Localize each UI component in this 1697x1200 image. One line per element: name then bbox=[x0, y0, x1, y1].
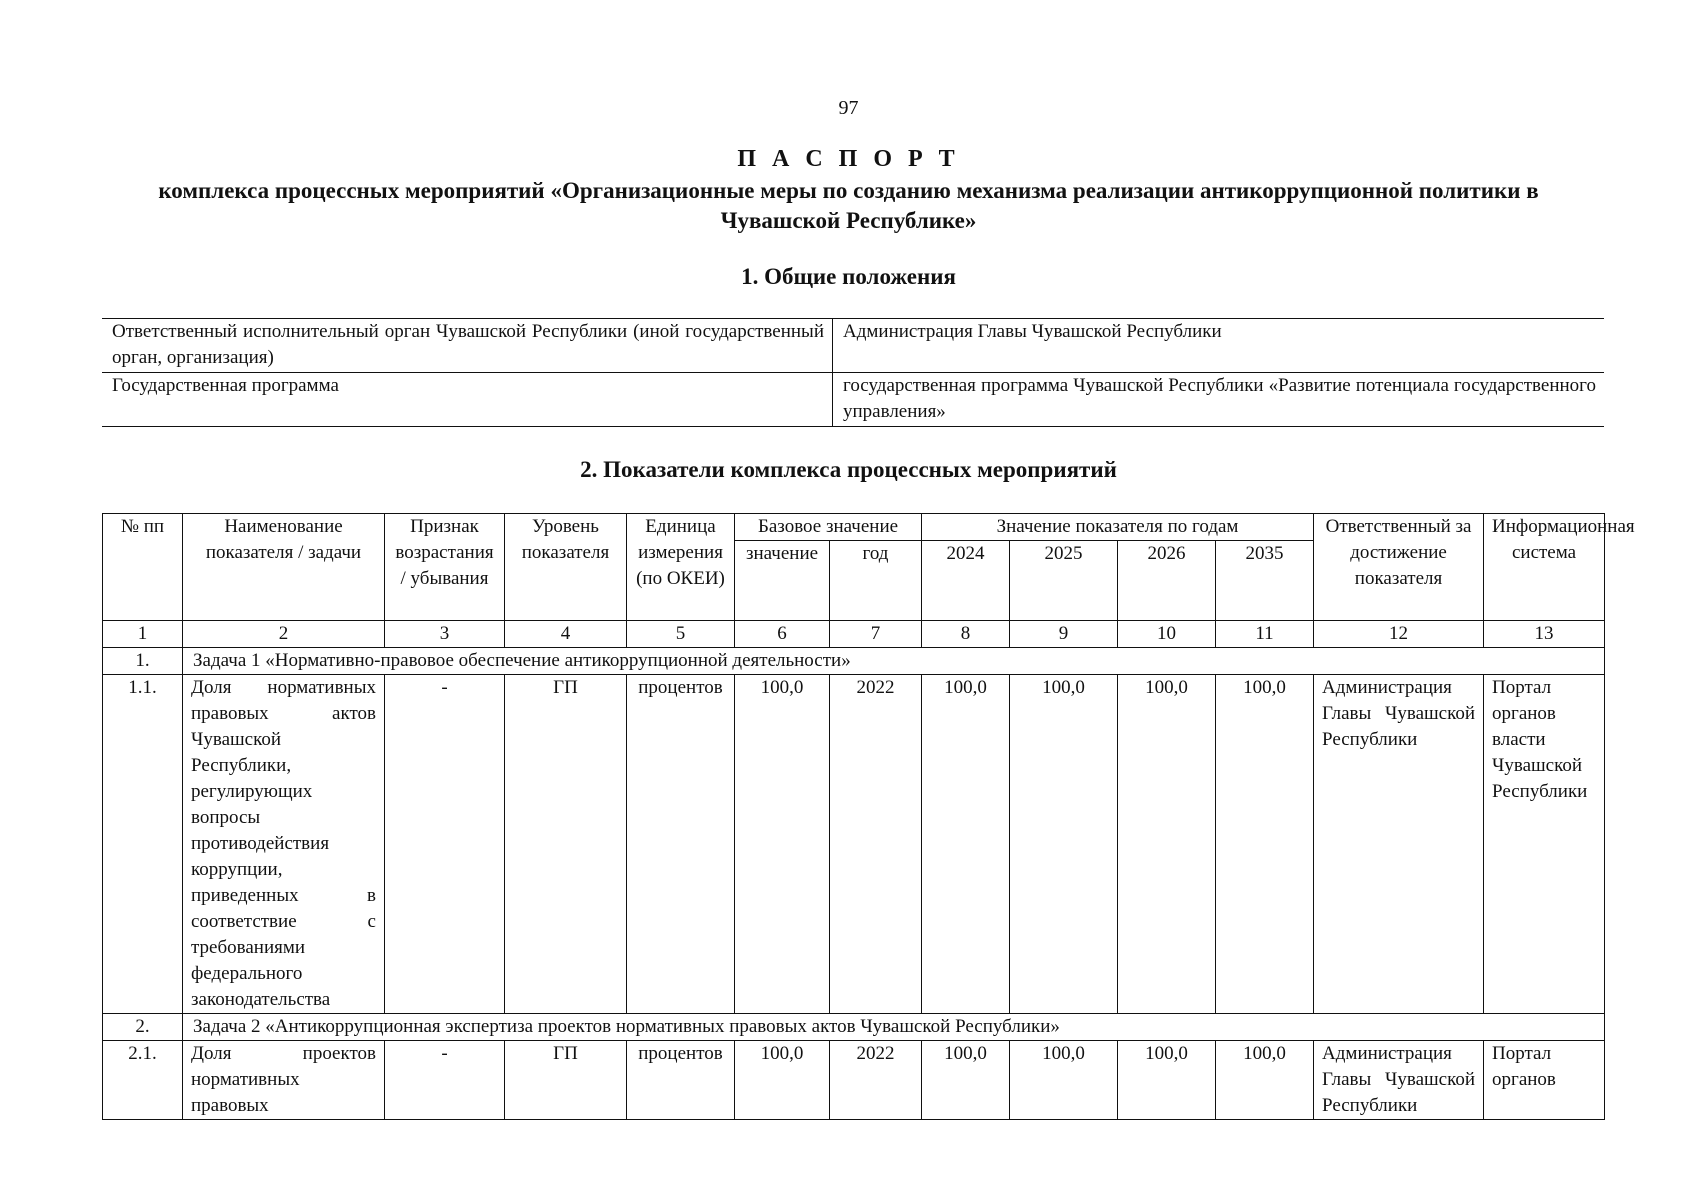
header-sign: Признак возрастания / убывания bbox=[385, 514, 505, 621]
section2-title: 2. Показатели комплекса процессных мероприятий bbox=[580, 457, 1117, 482]
column-number: 12 bbox=[1314, 621, 1484, 648]
header-year-2026: 2026 bbox=[1118, 541, 1216, 621]
table-row bbox=[103, 675, 1605, 1014]
header-unit: Единица измерения (по ОКЕИ) bbox=[627, 514, 735, 621]
column-number: 6 bbox=[735, 621, 830, 648]
header-responsible: Ответственный за достижение показателя bbox=[1314, 514, 1484, 621]
indicator-unit: процентов bbox=[627, 675, 735, 1014]
header-num: № пп bbox=[103, 514, 183, 621]
header-row bbox=[103, 514, 1605, 541]
column-number: 1 bbox=[103, 621, 183, 648]
row-label: Ответственный исполнительный орган Чувашской Республики (иной государственный орган, организация) bbox=[102, 319, 833, 373]
column-number: 13 bbox=[1484, 621, 1605, 648]
base-value: 100,0 bbox=[735, 675, 830, 1014]
header-base: Базовое значение bbox=[735, 514, 922, 541]
header-base-value: значение bbox=[735, 541, 830, 621]
column-number: 7 bbox=[830, 621, 922, 648]
value-2035: 100,0 bbox=[1216, 1041, 1314, 1120]
indicator-unit: процентов bbox=[627, 1041, 735, 1120]
indicator-info-system: Портал органов власти Чувашской Республики bbox=[1484, 675, 1605, 1014]
column-number: 11 bbox=[1216, 621, 1314, 648]
header-year-2024: 2024 bbox=[922, 541, 1010, 621]
document-title: П А С П О Р Т bbox=[737, 146, 960, 172]
indicator-responsible: Администрация Главы Чувашской Республики bbox=[1314, 675, 1484, 1014]
indicator-name: Доля проектов нормативных правовых bbox=[183, 1041, 385, 1120]
column-number: 3 bbox=[385, 621, 505, 648]
task-row bbox=[103, 648, 1605, 675]
base-year: 2022 bbox=[830, 675, 922, 1014]
indicator-responsible: Администрация Главы Чувашской Республики bbox=[1314, 1041, 1484, 1120]
indicator-level: ГП bbox=[505, 1041, 627, 1120]
row-value: государственная программа Чувашской Республики «Развитие потенциала государственного управления» bbox=[833, 373, 1605, 427]
column-number: 8 bbox=[922, 621, 1010, 648]
document-subtitle: комплекса процессных мероприятий «Организационные меры по созданию механизма реализации антикоррупционной политики в Чувашской Республике» bbox=[158, 178, 1539, 233]
header-values-by-year: Значение показателя по годам bbox=[922, 514, 1314, 541]
value-2024: 100,0 bbox=[922, 1041, 1010, 1120]
indicator-sign: - bbox=[385, 675, 505, 1014]
column-number: 4 bbox=[505, 621, 627, 648]
row-num: 2.1. bbox=[103, 1041, 183, 1120]
page-number: 97 bbox=[838, 97, 859, 119]
header-info-system: Информационная система bbox=[1484, 514, 1605, 621]
general-provisions-table bbox=[102, 318, 1604, 427]
value-2024: 100,0 bbox=[922, 675, 1010, 1014]
header-level: Уровень показателя bbox=[505, 514, 627, 621]
indicator-info-system: Портал органов bbox=[1484, 1041, 1605, 1120]
column-number-row bbox=[103, 621, 1605, 648]
header-year-2035: 2035 bbox=[1216, 541, 1314, 621]
task-num: 1. bbox=[103, 648, 183, 675]
row-value: Администрация Главы Чувашской Республики bbox=[833, 319, 1605, 373]
task-title: Задача 1 «Нормативно-правовое обеспечение антикоррупционной деятельности» bbox=[183, 648, 1605, 675]
table-row bbox=[103, 1041, 1605, 1120]
indicator-level: ГП bbox=[505, 675, 627, 1014]
value-2026: 100,0 bbox=[1118, 1041, 1216, 1120]
row-num: 1.1. bbox=[103, 675, 183, 1014]
value-2025: 100,0 bbox=[1010, 1041, 1118, 1120]
value-2025: 100,0 bbox=[1010, 675, 1118, 1014]
column-number: 2 bbox=[183, 621, 385, 648]
value-2035: 100,0 bbox=[1216, 675, 1314, 1014]
value-2026: 100,0 bbox=[1118, 675, 1216, 1014]
section1-title: 1. Общие положения bbox=[741, 264, 956, 289]
header-year-2025: 2025 bbox=[1010, 541, 1118, 621]
column-number: 9 bbox=[1010, 621, 1118, 648]
indicators-table bbox=[102, 513, 1635, 1120]
task-num: 2. bbox=[103, 1014, 183, 1041]
column-number: 10 bbox=[1118, 621, 1216, 648]
table-row bbox=[102, 373, 1604, 427]
task-title: Задача 2 «Антикоррупционная экспертиза проектов нормативных правовых актов Чувашской Республики» bbox=[183, 1014, 1605, 1041]
header-name: Наименование показателя / задачи bbox=[183, 514, 385, 621]
column-number: 5 bbox=[627, 621, 735, 648]
indicator-name: Доля нормативных правовых актов Чувашской Республики, регулирующих вопросы противодействия коррупции, приведенных в соответствие с требованиями федерального законодательства bbox=[183, 675, 385, 1014]
row-label: Государственная программа bbox=[102, 373, 833, 427]
header-base-year: год bbox=[830, 541, 922, 621]
task-row bbox=[103, 1014, 1605, 1041]
indicator-sign: - bbox=[385, 1041, 505, 1120]
base-value: 100,0 bbox=[735, 1041, 830, 1120]
table-row bbox=[102, 319, 1604, 373]
base-year: 2022 bbox=[830, 1041, 922, 1120]
